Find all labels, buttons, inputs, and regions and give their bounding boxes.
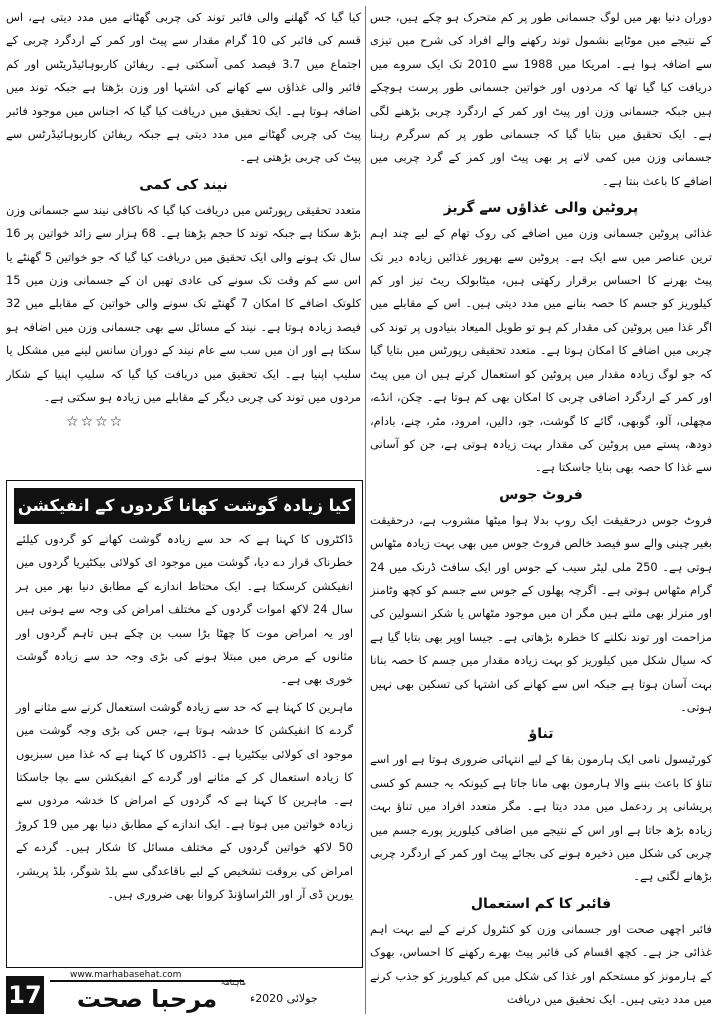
box-paragraph: ڈاکٹروں کا کہنا ہے کہ حد سے زیادہ گوشت کھانے کو گردوں کیلئے خطرناک قرار دے دیا، گوشت میں موجود ای کولائی بیکٹیریا گردوں میں انفیکشن کرسکتا ہے۔ ایک محتاط اندازے کے مطابق دنیا بھر میں ہر سال 24 لاکھ اموات گردوں کے مختلف امراض کی وجہ سے ہوتی ہیں اور یہ امراض موت کا چھٹا بڑا سبب بن چکے ہیں تاہم گردوں اور مثانوں کے مرض میں مبتلا ہونے کی بڑی وجہ حد سے زیادہ گوشت خوری بھی ہے۔ [16, 532, 353, 687]
box-title: کیا زیادہ گوشت کھانا گردوں کے انفیکشن [14, 488, 355, 524]
box-paragraph: ماہرین کا کہنا ہے کہ حد سے زیادہ گوشت استعمال کرنے سے مثانے اور گردے کا انفیکشن کا خدشہ ہوتا ہے، جس کی بڑی وجہ گوشت میں موجود ای کولائی بیکٹیریا ہے۔ ڈاکٹروں کا کہنا ہے کہ غذا میں سبزیوں کا زیادہ استعمال کر کے مثانے اور گردے کے انفیکشن سے بچا جاسکتا ہے۔ ماہرین کا کہنا ہے کہ گردوں کے امراض کا خدشہ مردوں سے زیادہ خواتین میں ہوتا ہے۔ ایک اندازے کے مطابق دنیا بھر میں 19 کروڑ 50 لاکھ خواتین گردوں کے مختلف مسائل کا شکار ہیں۔ گردے کے امراض کی بروقت تشخیص کے لیے باقاعدگی سے بلڈ شوگر، بلڈ پریشر، یورین ڈی آر اور الٹراساؤنڈ کروانا بھی ضروری ہیں۔ [16, 699, 353, 902]
website-url[interactable]: www.marhabasehat.com [70, 970, 182, 980]
section-heading-sleep: نیند کی کمی [139, 176, 228, 193]
fiber-continued-paragraph: کیا گیا کہ گھلنے والی فائبر توند کی چربی گھٹانے میں مدد دیتی ہے، اس قسم کی فائبر کی 10 گرام مقدار سے پیٹ اور کمر کے اردگرد چربی کے اجتماع میں 3.7 فیصد کمی آسکتی ہے۔ ریفائن کاربوہائیڈریٹس اور کم فائبر والی غذاؤں سے کھانے کی اشتہا اور وزن بڑھتا ہے جبکہ توند میں اضافہ ہوتا ہے۔ ایک تحقیق میں دریافت کیا گیا کہ اجناس میں موجود فائبر پیٹ کی چربی گھٹانے میں مدد دیتی ہے جبکہ ریفائن کاربوہائیڈرٹس سے پیٹ کی چربی بڑھتی ہے۔ [6, 10, 361, 165]
column-divider [365, 6, 366, 1014]
sidebar-article-box [6, 480, 363, 968]
end-stars: ☆☆☆☆ [66, 413, 125, 430]
section-heading-fiber: فائبر کا کم استعمال [470, 895, 612, 912]
left-column [6, 6, 361, 476]
section-heading-stress: تناؤ [528, 726, 554, 743]
intro-paragraph: دوران دنیا بھر میں لوگ جسمانی طور پر کم متحرک ہو چکے ہیں، جس کے نتیجے میں موٹاپے بشمول توند رکھنے والے افراد کی شرح میں تیزی سے اضافہ ہوا ہے۔ امریکا میں 1988 سے 2010 تک ایک سروے میں دریافت کیا گیا تھا کہ مردوں اور خواتین جسمانی طور پرست ہوچکے ہیں جبکہ جسمانی وزن اور پیٹ اور کمر کے اردگرد چربی بڑھنے لگی ہے۔ ایک تحقیق میں بتایا گیا کہ جسمانی طور پر کم سرگرم رہنا جسمانی وزن میں کمی لانے پر بھی پیٹ اور کمر کے گرد چربی میں اضافے کا باعث بنتا ہے۔ [370, 10, 712, 188]
issue-date: جولائی 2020ء [250, 992, 318, 1005]
page-number: 17 [6, 976, 44, 1014]
magazine-name: مرحبا صحت [76, 985, 218, 1013]
page-footer [6, 970, 361, 1016]
stress-paragraph: کورٹیسول نامی ایک ہارمون بقا کے لیے انتہائی ضروری ہوتا ہے اور اسے تناؤ کا باعث بننے والا ہارمون بھی مانا جاتا ہے کیونکہ یہ جسم کو کسی پریشانی پر ردعمل میں مدد دیتا ہے۔ مگر متعدد افراد میں تناؤ بہت زیادہ بڑھ جاتا ہے اور اس کے نتیجے میں اضافی کیلوریز پورے جسم میں چربی کی شکل میں ذخیرہ ہونے کی بجائے پیٹ اور کمر کے اردگرد چربی بڑھانے لگتی ہے۔ [370, 752, 712, 884]
right-column [370, 6, 712, 1014]
magazine-tag: ماہنامہ [220, 978, 246, 987]
section-heading-fruit-juice: فروٹ جوس [499, 486, 583, 503]
protein-paragraph: غذائی پروٹین جسمانی وزن میں اضافے کی روک تھام کے لیے چند اہم ترین عناصر میں سے ایک ہے۔ پروٹین سے بھرپور غذائیں زیادہ دیر تک پیٹ بھرنے کا احساس برقرار رکھتی ہیں، میٹابولک ریٹ تیز اور کم کیلوریز کو جسم کا حصہ بنانے میں مدد دیتی ہیں۔ اس کے مقابلے میں اگر غذا میں پروٹین کی مقدار کم ہو تو طویل المیعاد بنیادوں پر توند کی چربی میں اضافے کا امکان ہوتا ہے۔ متعدد تحقیقی رپورٹس میں بتایا گیا کہ جو لوگ زیادہ مقدار میں پروٹین کو استعمال کرتے ہیں ان میں پیٹ اور کمر کے اردگرد اضافی چربی کا امکان بھی کم ہوتا ہے۔ چکن، انڈے، مچھلی، آلو، گوبھی، گائے کا گوشت، جو، دالیں، امرود، مٹر، چنے، بادام، دودھ، پستے میں پروٹین کی مقدار بہت زیادہ ہوتی ہے، جن کو آسانی سے غذا کا حصہ بھی بنایا جاسکتا ہے۔ [370, 226, 712, 475]
magazine-logo [50, 980, 244, 1016]
section-heading-protein: پروٹین والی غذاؤں سے گریز [443, 200, 639, 217]
fiber-paragraph: فائبر اچھی صحت اور جسمانی وزن کو کنٹرول کرنے کے لیے بہت اہم غذائی جز ہے۔ کچھ اقسام کی فائبر پیٹ بھرے رکھنے کا احساس، بھوک کے ہارمونز کو مستحکم اور غذا کی شکل میں کم کیلوریز کو جذب کرنے میں مدد دیتی ہیں۔ ایک تحقیق میں دریافت [370, 921, 712, 1007]
juice-paragraph: فروٹ جوس درحقیقت ایک روپ بدلا ہوا میٹھا مشروب ہے، درحقیقت بغیر چینی والے سو فیصد خالص فروٹ جوس میں بھی بہت زیادہ مٹھاس ہوتی ہے۔ 250 ملی لیٹر سیب کے جوس اور ایک سافٹ ڈرنک میں 24 گرام مٹھاس ہوتی ہے۔ اگرچہ پھلوں کے جوس سے جسم کو کچھ وٹامنز اور منرلز بھی ملتے ہیں مگر ان میں موجود مٹھاس یا شکر انسولین کی مزاحمت اور توند نکلنے کا خطرہ بڑھاتی ہے۔ جیسا اوپر بھی بتایا گیا ہے کہ سیال شکل میں کیلوریز کو بہت زیادہ مقدار میں جسم کا حصہ بنانا بہت آسان ہوتا ہے جبکہ اس سے کھانے کی اشتہا کی تسکین بھی نہیں ہوتی۔ [370, 512, 712, 714]
sleep-paragraph: متعدد تحقیقی رپورٹس میں دریافت کیا گیا کہ ناکافی نیند سے جسمانی وزن بڑھ سکتا ہے جبکہ توند کا حجم بڑھتا ہے۔ 68 ہزار سے زائد خواتین پر 16 سال تک ہونے والی ایک تحقیق میں دریافت کیا گیا کہ جو خواتین 5 گھنٹے یا اس سے کم وقت تک سونے کی عادی تھیں ان کے جسمانی وزن میں 15 کلوتک اضافے کا امکان 7 گھنٹے تک سونے والی خواتین کے مقابلے میں 32 فیصد زیادہ ہوتا ہے۔ نیند کے مسائل سے بھی جسمانی وزن میں اضافہ ہو سکتا ہے اور ان میں سب سے عام نیند کے دوران سانس لینے میں مشکل یا سلیپ اپنیا ہے۔ ایک تحقیق میں دریافت کیا گیا کہ سلیپ اپنیا کے شکار مردوں میں توند کی چربی دیگر کے مقابلے میں زیادہ ہو سکتی ہے۔ [6, 202, 361, 405]
box-body [7, 528, 362, 907]
